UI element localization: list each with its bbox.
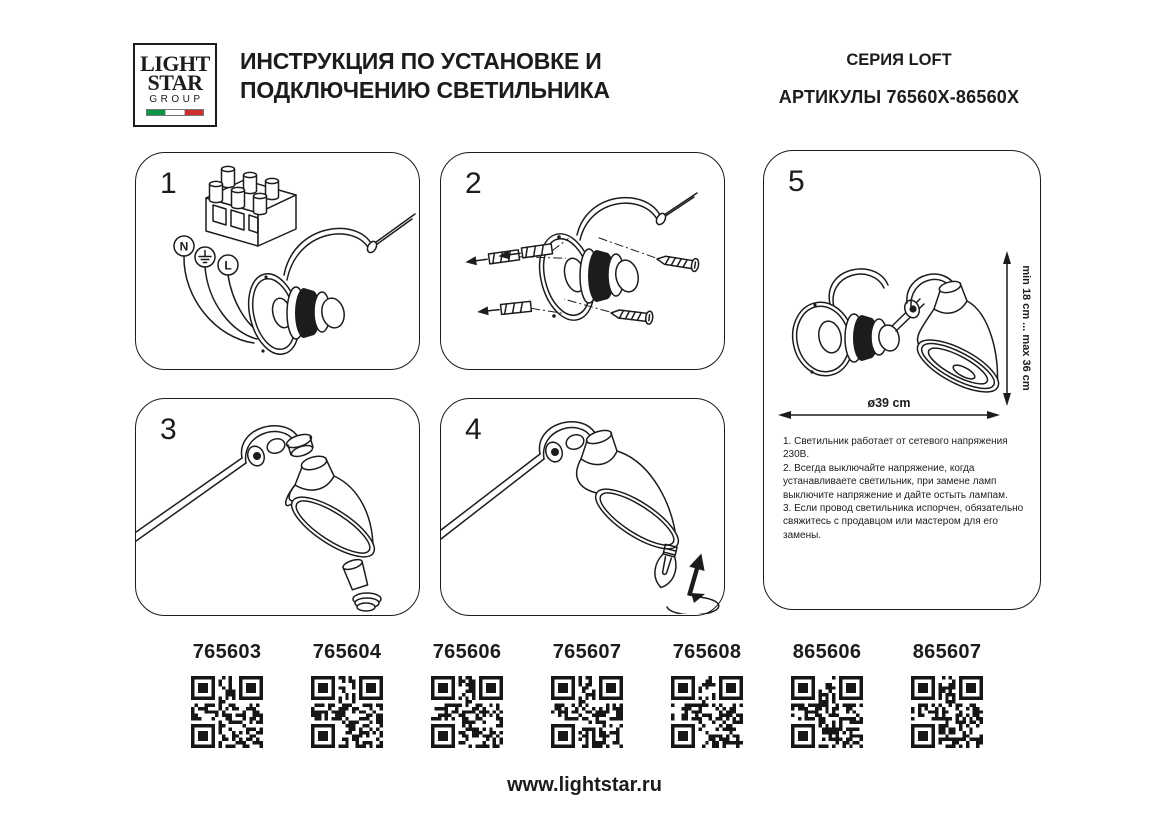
article-qr-row — [167, 641, 1007, 748]
step5-number: 5 — [788, 165, 805, 198]
step4-number: 4 — [465, 413, 482, 446]
step2-panel — [440, 152, 725, 370]
qr-code — [431, 676, 503, 748]
article-number: 865606 — [792, 641, 862, 663]
qr-code — [791, 676, 863, 748]
logo-text-star: STAR — [147, 70, 203, 95]
light-bulb — [651, 543, 681, 590]
warning-2: 2. Всегда выключайте напряжение, когда устанавливаете светильник, при замене ламп выключите напряжение и дайте остыть лампам. — [783, 462, 1008, 501]
article-column — [407, 641, 527, 748]
safety-warnings — [783, 435, 1029, 542]
socket-sleeve — [342, 558, 381, 611]
article-number: 865607 — [912, 641, 982, 663]
step2-mounting-illustration — [441, 153, 723, 368]
diameter-dimension — [778, 396, 1000, 419]
step3-shade-assembly-illustration — [136, 399, 418, 614]
assembled-lamp — [786, 269, 1006, 402]
step1-panel — [135, 152, 420, 370]
qr-code — [671, 676, 743, 748]
height-dimension — [1003, 251, 1032, 406]
warning-3: 3. Если провод светильника испорчен, обязательно свяжитесь с продавцом или мастером для его замены. — [783, 503, 1024, 541]
lightstar-logo — [133, 43, 217, 127]
step4-panel — [440, 398, 725, 616]
series-block — [768, 51, 1030, 108]
article-number: 765607 — [552, 641, 622, 663]
page-title — [240, 47, 610, 105]
wire-label-neutral: N — [179, 239, 189, 254]
qr-code — [551, 676, 623, 748]
lamp-shade — [577, 433, 687, 559]
step3-panel — [135, 398, 420, 616]
step1-number: 1 — [160, 167, 177, 200]
lamp-arm — [441, 422, 613, 539]
qr-code — [191, 676, 263, 748]
wire-label-live: L — [224, 258, 232, 273]
articles-range-label: АРТИКУЛЫ 76560X-86560X — [778, 87, 1020, 107]
terminal-block — [206, 166, 296, 246]
qr-code — [911, 676, 983, 748]
rotate-arrow — [667, 593, 719, 614]
lamp-shade — [283, 454, 382, 568]
height-dimension-label: min 18 cm ... max 36 cm — [1020, 265, 1032, 391]
page-title-line1: ИНСТРУКЦИЯ ПО УСТАНОВКЕ И — [240, 48, 602, 74]
step5-panel — [763, 150, 1041, 610]
qr-code — [311, 676, 383, 748]
series-label: СЕРИЯ LOFT — [846, 51, 952, 69]
step3-number: 3 — [160, 413, 177, 446]
step1-wiring-illustration — [136, 153, 418, 368]
article-column — [647, 641, 767, 748]
article-number: 765603 — [192, 641, 262, 663]
article-column — [887, 641, 1007, 748]
article-column — [287, 641, 407, 748]
page-title-line2: ПОДКЛЮЧЕНИЮ СВЕТИЛЬНИКА — [240, 77, 610, 103]
article-number: 765606 — [432, 641, 502, 663]
logo-text-light: LIGHT — [140, 51, 210, 76]
website-url: www.lightstar.ru — [507, 774, 662, 796]
step2-number: 2 — [465, 167, 482, 200]
diameter-dimension-label: ø39 cm — [867, 396, 911, 410]
lamp-base — [531, 193, 697, 326]
logo-text-group: GROUP — [149, 94, 204, 105]
article-column — [167, 641, 287, 748]
italian-flag-stripe — [146, 109, 204, 116]
article-column — [767, 641, 887, 748]
lamp-arm — [136, 426, 314, 541]
step4-bulb-installation-illustration — [441, 399, 723, 614]
article-column — [527, 641, 647, 748]
warning-1: 1. Светильник работает от сетевого напряжения 230В. — [783, 436, 1008, 461]
article-number: 765604 — [312, 641, 382, 663]
insert-arrow — [681, 551, 709, 598]
article-number: 765608 — [672, 641, 742, 663]
